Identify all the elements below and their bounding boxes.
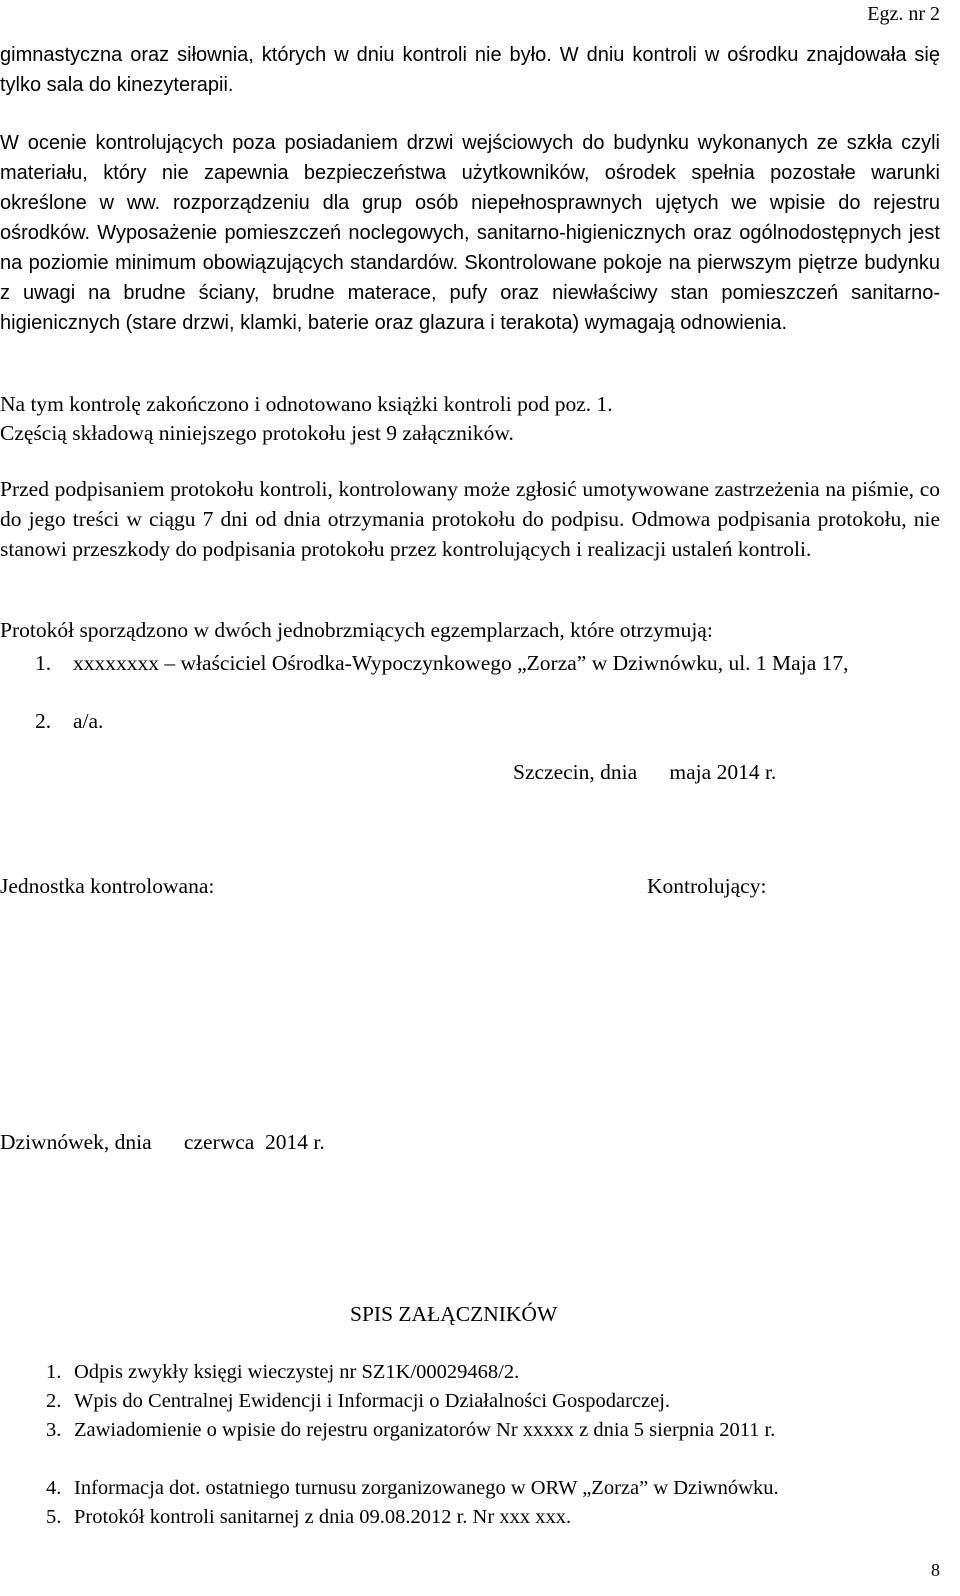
list-item: Protokół kontroli sanitarnej z dnia 09.08.2012 r. Nr xxx xxx.	[74, 1506, 572, 1528]
second-place-date: Dziwnówek, dnia czerwca 2014 r.	[0, 1130, 325, 1154]
list-item-number: 2.	[46, 1390, 62, 1412]
list-item: Wpis do Centralnej Ewidencji i Informacji o Działalności Gospodarczej.	[74, 1390, 671, 1412]
page-number: 8	[931, 1560, 940, 1580]
list-item: Odpis zwykły księgi wieczystej nr SZ1K/00029468/2.	[74, 1361, 520, 1383]
signature-left-label: Jednostka kontrolowana:	[0, 874, 215, 898]
list-item-number: 3.	[46, 1419, 62, 1441]
paragraph-copies: Protokół sporządzono w dwóch jednobrzmiących egzemplarzach, które otrzymują:	[0, 618, 713, 642]
copy-number-label: Egz. nr 2	[867, 3, 940, 25]
attachments-title: SPIS ZAŁĄCZNIKÓW	[350, 1302, 558, 1326]
list-item: Informacja dot. ostatniego turnusu zorganizowanego w ORW „Zorza” w Dziwnówku.	[74, 1477, 779, 1499]
paragraph-control-closed: Na tym kontrolę zakończono i odnotowano książki kontroli pod poz. 1.	[0, 392, 613, 416]
list-item: xxxxxxxx – właściciel Ośrodka-Wypoczynkowego „Zorza” w Dziwnówku, ul. 1 Maja 17,	[73, 651, 849, 675]
list-item-number: 4.	[46, 1477, 62, 1499]
list-item-number: 1.	[35, 651, 52, 675]
signature-right-label: Kontrolujący:	[647, 874, 767, 898]
list-item: Zawiadomienie o wpisie do rejestru organizatorów Nr xxxxx z dnia 5 sierpnia 2011 r.	[74, 1419, 776, 1441]
place-date: Szczecin, dnia maja 2014 r.	[513, 760, 777, 784]
paragraph-inspection-assessment: W ocenie kontrolujących poza posiadaniem drzwi wejściowych do budynku wykonanych ze szkła czyli materiału, który nie zapewnia bezpieczeństwa użytkowników, ośrodek spełnia pozostałe warunki określone w ww. rozporządzeniu dla grup osób niepełnosprawnych ujętych we wpisie do rejestru ośrodków. Wyposażenie pomieszczeń noclegowych, sanitarno-higienicznych oraz ogólnodostępnych jest na poziomie minimum obowiązujących standardów. Skontrolowane pokoje na pierwszym piętrze budynku z uwagi na brudne ściany, brudne materace, pufy oraz niewłaściwy stan pomieszczeń sanitarno-higienicznych (stare drzwi, klamki, baterie oraz glazura i terakota) wymagają odnowienia.	[0, 132, 940, 334]
paragraph-attachments-count: Częścią składową niniejszego protokołu jest 9 załączników.	[0, 421, 514, 445]
list-item-number: 5.	[46, 1506, 62, 1528]
paragraph-objections: Przed podpisaniem protokołu kontroli, kontrolowany może zgłosić umotywowane zastrzeżenia na piśmie, co do jego treści w ciągu 7 dni od dnia otrzymania protokołu do podpisu. Odmowa podpisania protokołu, nie stanowi przeszkody do podpisania protokołu przez kontrolujących i realizacji ustaleń kontroli.	[0, 477, 940, 561]
list-item-number: 1.	[46, 1361, 62, 1383]
list-item-number: 2.	[35, 709, 52, 733]
list-item: a/a.	[73, 709, 104, 733]
paragraph-gym-info: gimnastyczna oraz siłownia, których w dniu kontroli nie było. W dniu kontroli w ośrodku znajdowała się tylko sala do kinezyterapii.	[0, 44, 940, 96]
